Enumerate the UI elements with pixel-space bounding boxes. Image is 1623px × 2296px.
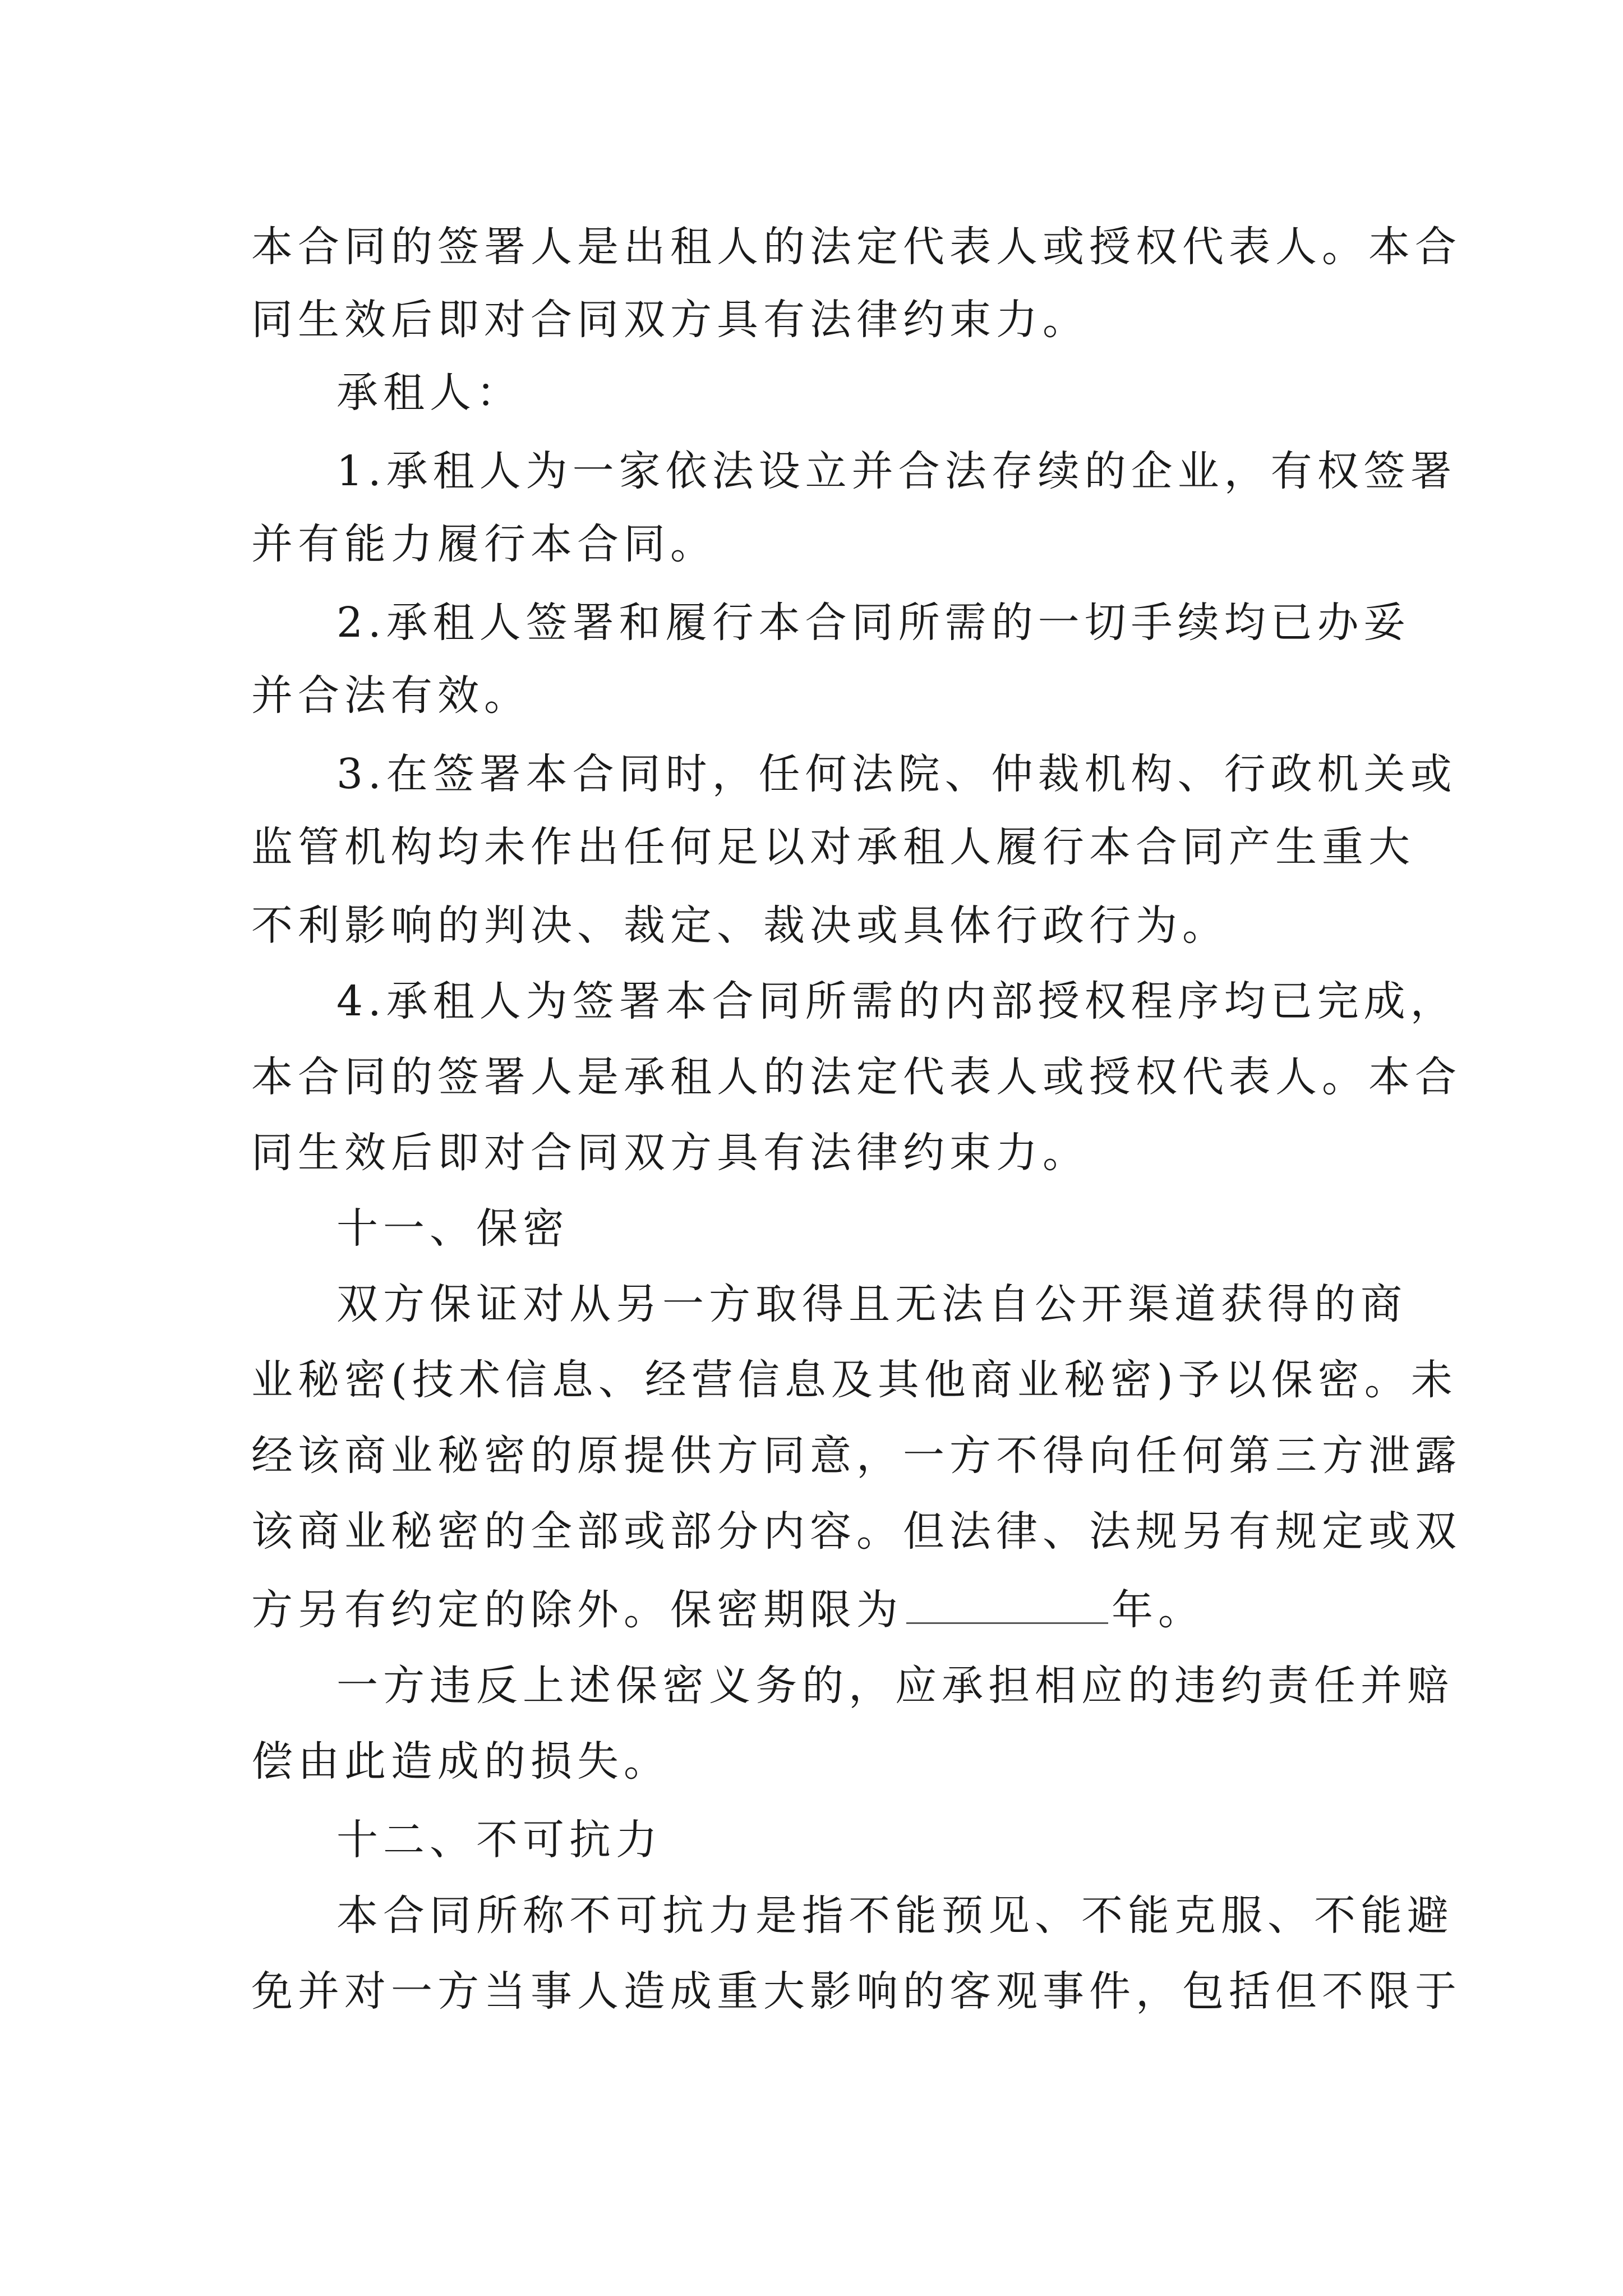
paragraph-line: 本合同所称不可抗力是指不能预见、不能克服、不能避 (336, 1892, 1454, 1940)
list-item-2-line: 2.承租人签署和履行本合同所需的一切手续均已办妥 (336, 599, 1410, 647)
paragraph-line: 双方保证对从另一方取得且无法自公开渠道获得的商 (336, 1280, 1407, 1328)
paragraph-line-with-blank (251, 1576, 1395, 1644)
list-item-4-line: 本合同的签署人是承租人的法定代表人或授权代表人。本合 (251, 1053, 1461, 1101)
list-item-4-line: 4.承租人为签署本合同所需的内部授权程序均已完成， (336, 977, 1457, 1025)
confidentiality-period-unit: 年。 (1112, 1586, 1205, 1634)
text-line: 同生效后即对合同双方具有法律约束力。 (251, 296, 1089, 344)
list-item-3-line: 不利影响的判决、裁定、裁决或具体行政行为。 (251, 901, 1229, 950)
paragraph-line: 业秘密(技术信息、经营信息及其他商业秘密)予以保密。未 (251, 1356, 1458, 1404)
confidentiality-period-text: 方另有约定的除外。保密期限为 (251, 1586, 903, 1634)
text-line: 本合同的签署人是出租人的法定代表人或授权代表人。本合 (251, 223, 1461, 271)
list-item-1-line: 并有能力履行本合同。 (251, 520, 717, 568)
section-heading-confidentiality: 十一、保密 (336, 1204, 569, 1253)
list-item-4-line: 同生效后即对合同双方具有法律约束力。 (251, 1129, 1089, 1177)
paragraph-line: 该商业秘密的全部或部分内容。但法律、法规另有规定或双 (251, 1507, 1461, 1556)
list-item-3-line: 监管机构均未作出任何足以对承租人履行本合同产生重大 (251, 823, 1415, 871)
section-heading-force-majeure: 十二、不可抗力 (336, 1816, 662, 1864)
list-item-3-line: 3.在签署本合同时，任何法院、仲裁机构、行政机关或 (336, 750, 1457, 798)
paragraph-line: 一方违反上述保密义务的，应承担相应的违约责任并赔 (336, 1662, 1454, 1710)
paragraph-line: 免并对一方当事人造成重大影响的客观事件，包括但不限于 (251, 1967, 1461, 2016)
list-item-2-line: 并合法有效。 (251, 671, 531, 720)
list-item-1-line: 1.承租人为一家依法设立并合法存续的企业，有权签署 (336, 447, 1457, 495)
paragraph-line: 偿由此造成的损失。 (251, 1737, 670, 1786)
confidentiality-period-blank (906, 1586, 1108, 1624)
section-heading-lessee: 承租人： (336, 369, 523, 417)
paragraph-line: 经该商业秘密的原提供方同意，一方不得向任何第三方泄露 (251, 1432, 1461, 1480)
